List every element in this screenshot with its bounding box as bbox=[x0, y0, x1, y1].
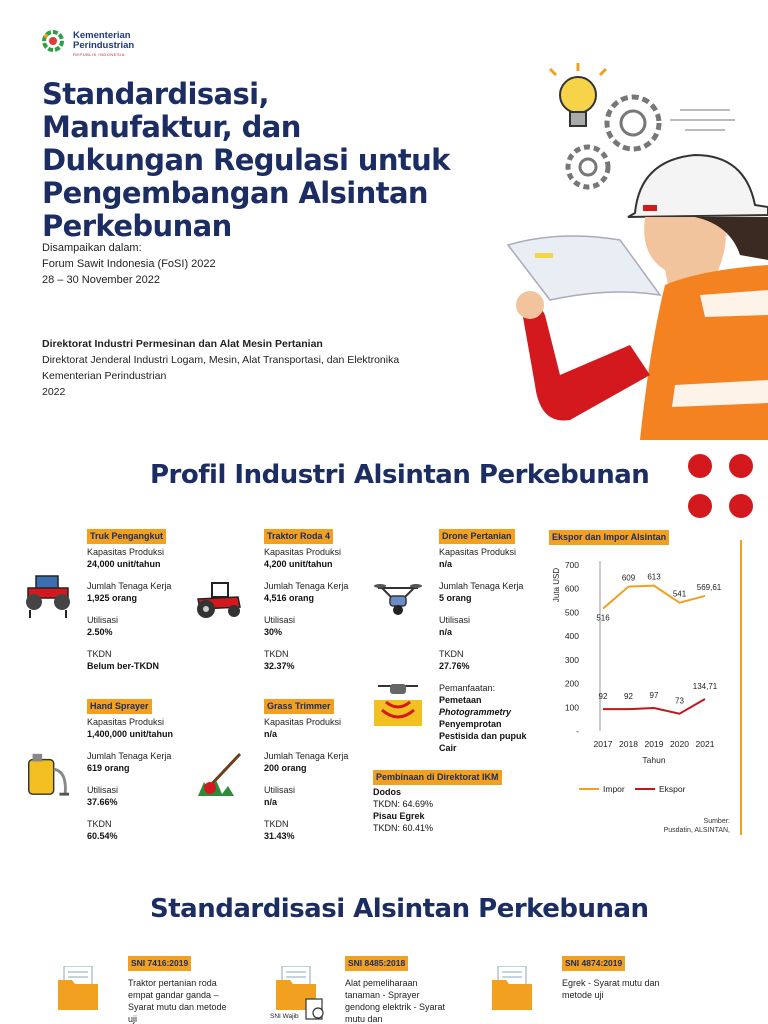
data-label: 613 bbox=[647, 572, 661, 582]
y-axis-label: Juta USD bbox=[552, 567, 561, 603]
sni-card bbox=[562, 953, 672, 1001]
ministry-logo bbox=[40, 28, 150, 56]
legend-label: Impor bbox=[603, 784, 625, 794]
ikm-tag-wrap bbox=[373, 767, 502, 785]
sni-description: Egrek - Syarat mutu dan metode uji bbox=[562, 978, 660, 1000]
workforce-value: 1,925 orang bbox=[87, 593, 138, 603]
decor-dot bbox=[729, 494, 753, 518]
standar-section-title: Standardisasi Alsintan Perkebunan bbox=[150, 894, 649, 924]
y-tick-label: 100 bbox=[564, 702, 579, 713]
y-tick-label: 400 bbox=[564, 631, 579, 642]
sni-description: Alat pemeliharaan tanaman - Sprayer gendong elektrik - Syarat mutu dan bbox=[345, 978, 446, 1024]
data-label: 541 bbox=[672, 589, 687, 599]
tkdn-label: TKDN bbox=[439, 649, 464, 659]
product-name: Drone Pertanian bbox=[439, 529, 515, 544]
decor-dot bbox=[729, 454, 753, 478]
workforce-label: Jumlah Tenaga Kerja bbox=[87, 751, 172, 761]
sni-wajib-label: SNI Wajib bbox=[270, 1013, 299, 1020]
sni-code: SNI 7416:2019 bbox=[128, 956, 191, 971]
capacity-value: 1,400,000 unit/tahun bbox=[87, 729, 174, 739]
y-tick-label: - bbox=[576, 726, 579, 736]
x-tick-label: 2017 bbox=[593, 739, 613, 749]
org-year: 2022 bbox=[42, 386, 66, 398]
chart-title-wrap bbox=[549, 527, 669, 545]
tkdn-label: TKDN bbox=[264, 649, 289, 659]
utilization-label: Utilisasi bbox=[264, 615, 296, 625]
workforce-value: 4,516 orang bbox=[264, 593, 315, 603]
trimmer-icon bbox=[194, 752, 246, 800]
sni-card bbox=[345, 953, 455, 1024]
utilization-label: Utilisasi bbox=[439, 615, 471, 625]
capacity-value: n/a bbox=[264, 729, 278, 739]
trade-line-chart bbox=[545, 545, 750, 845]
profil-section-title: Profil Industri Alsintan Perkebunan bbox=[150, 460, 650, 490]
drone-use-mapping: Pemetaan bbox=[439, 695, 482, 705]
org-directorate: Direktorat Industri Permesinan dan Alat Mesin Pertanian bbox=[42, 338, 323, 350]
capacity-label: Kapasitas Produksi bbox=[87, 717, 165, 727]
data-label: 609 bbox=[621, 573, 636, 583]
workforce-value: 619 orang bbox=[87, 763, 130, 773]
y-tick-label: 500 bbox=[564, 607, 579, 618]
org-directorate-general: Direktorat Jenderal Industri Logam, Mesin, Alat Transportasi, dan Elektronika bbox=[42, 354, 400, 366]
tkdn-value: 31.43% bbox=[264, 831, 295, 841]
drone-use-photogrammetry: Photogrammetry bbox=[439, 707, 512, 717]
data-label: 516 bbox=[596, 613, 610, 623]
logo-line3: REPUBLIK INDONESIA bbox=[73, 52, 125, 57]
tractor-icon bbox=[194, 575, 246, 623]
document-folder-icon bbox=[492, 966, 532, 1010]
org-ministry: Kementerian Perindustrian bbox=[42, 370, 167, 382]
drone-icon bbox=[372, 576, 424, 624]
utilization-label: Utilisasi bbox=[87, 615, 119, 625]
chart-title: Ekspor dan Impor Alsintan bbox=[549, 530, 669, 545]
tkdn-value: 27.76% bbox=[439, 661, 470, 671]
utilization-label: Utilisasi bbox=[87, 785, 119, 795]
data-label: 569,61 bbox=[696, 582, 722, 592]
utilization-value: n/a bbox=[439, 627, 453, 637]
engineer-illustration bbox=[500, 55, 768, 440]
workforce-label: Jumlah Tenaga Kerja bbox=[87, 581, 172, 591]
sni-code: SNI 8485:2018 bbox=[345, 956, 408, 971]
utilization-value: 37.66% bbox=[87, 797, 118, 807]
data-label: 97 bbox=[649, 690, 659, 700]
tkdn-label: TKDN bbox=[87, 649, 112, 659]
workforce-label: Jumlah Tenaga Kerja bbox=[264, 751, 349, 761]
drone-use-label: Pemanfaatan: bbox=[439, 683, 496, 693]
ikm-item-value: TKDN: 60.41% bbox=[373, 823, 434, 833]
drone-use-spraying: Penyemprotan Pestisida dan pupuk Cair bbox=[439, 719, 527, 753]
main-title: Standardisasi, Manufaktur, dan Dukungan Regulasi untuk Pengembangan Alsintan Perkebunan bbox=[42, 77, 450, 243]
utilization-value: n/a bbox=[264, 797, 278, 807]
document-folder-icon bbox=[58, 966, 98, 1010]
legend-label: Ekspor bbox=[659, 784, 686, 794]
workforce-value: 5 orang bbox=[439, 593, 472, 603]
product-name: Traktor Roda 4 bbox=[264, 529, 333, 544]
sni-code: SNI 4874:2019 bbox=[562, 956, 625, 971]
logo-line1: Kementerian bbox=[73, 30, 131, 41]
capacity-value: n/a bbox=[439, 559, 453, 569]
presented-label: Disampaikan dalam: bbox=[42, 242, 142, 254]
capacity-value: 24,000 unit/tahun bbox=[87, 559, 161, 569]
ikm-list bbox=[373, 786, 523, 834]
series-line-impor bbox=[603, 586, 705, 609]
capacity-label: Kapasitas Produksi bbox=[264, 547, 342, 557]
workforce-label: Jumlah Tenaga Kerja bbox=[439, 581, 524, 591]
product-name: Truk Pengangkut bbox=[87, 529, 166, 544]
ikm-item-value: TKDN: 64.69% bbox=[373, 799, 434, 809]
y-tick-label: 300 bbox=[564, 654, 579, 665]
data-label: 92 bbox=[598, 692, 608, 702]
ikm-tag: Pembinaan di Direktorat IKM bbox=[373, 770, 502, 785]
tkdn-label: TKDN bbox=[87, 819, 112, 829]
tkdn-value: 60.54% bbox=[87, 831, 118, 841]
product-name: Grass Trimmer bbox=[264, 699, 334, 714]
ikm-item-name: Dodos bbox=[373, 787, 401, 797]
sni-card bbox=[128, 953, 238, 1024]
data-label: 92 bbox=[624, 692, 633, 702]
capacity-label: Kapasitas Produksi bbox=[439, 547, 517, 557]
y-tick-label: 600 bbox=[564, 583, 579, 594]
forum-name: Forum Sawit Indonesia (FoSI) 2022 bbox=[42, 258, 216, 270]
source-value: Pusdatin, ALSINTAN, bbox=[663, 827, 730, 834]
tractor-icon bbox=[22, 570, 74, 618]
utilization-label: Utilisasi bbox=[264, 785, 296, 795]
x-axis-label: Tahun bbox=[642, 755, 666, 765]
tkdn-value: 32.37% bbox=[264, 661, 295, 671]
sni-description: Traktor pertanian roda empat gandar ganda – Syarat mutu dan metode uji bbox=[128, 978, 227, 1024]
capacity-label: Kapasitas Produksi bbox=[87, 547, 165, 557]
data-label: 73 bbox=[675, 696, 684, 706]
ikm-item-name: Pisau Egrek bbox=[373, 811, 425, 821]
event-dates: 28 – 30 November 2022 bbox=[42, 274, 161, 286]
data-label: 134,71 bbox=[692, 682, 718, 692]
tkdn-value: Belum ber-TKDN bbox=[87, 661, 160, 671]
source-label: Sumber: bbox=[703, 818, 730, 825]
y-tick-label: 200 bbox=[564, 678, 579, 689]
x-tick-label: 2018 bbox=[619, 739, 638, 749]
sprayer-icon bbox=[20, 750, 72, 798]
workforce-value: 200 orang bbox=[264, 763, 307, 773]
capacity-value: 4,200 unit/tahun bbox=[264, 559, 333, 569]
utilization-value: 30% bbox=[264, 627, 283, 637]
capacity-label: Kapasitas Produksi bbox=[264, 717, 342, 727]
decor-dot bbox=[688, 494, 712, 518]
x-tick-label: 2020 bbox=[670, 739, 689, 749]
workforce-label: Jumlah Tenaga Kerja bbox=[264, 581, 349, 591]
x-tick-label: 2019 bbox=[644, 739, 664, 749]
decor-dot bbox=[688, 454, 712, 478]
product-name: Hand Sprayer bbox=[87, 699, 152, 714]
x-tick-label: 2021 bbox=[695, 739, 715, 749]
tkdn-label: TKDN bbox=[264, 819, 289, 829]
utilization-value: 2.50% bbox=[87, 627, 113, 637]
logo-line2: Perindustrian bbox=[73, 40, 135, 51]
y-tick-label: 700 bbox=[564, 560, 579, 570]
gear-logo-icon bbox=[40, 28, 70, 54]
certificate-icon bbox=[303, 997, 327, 1021]
